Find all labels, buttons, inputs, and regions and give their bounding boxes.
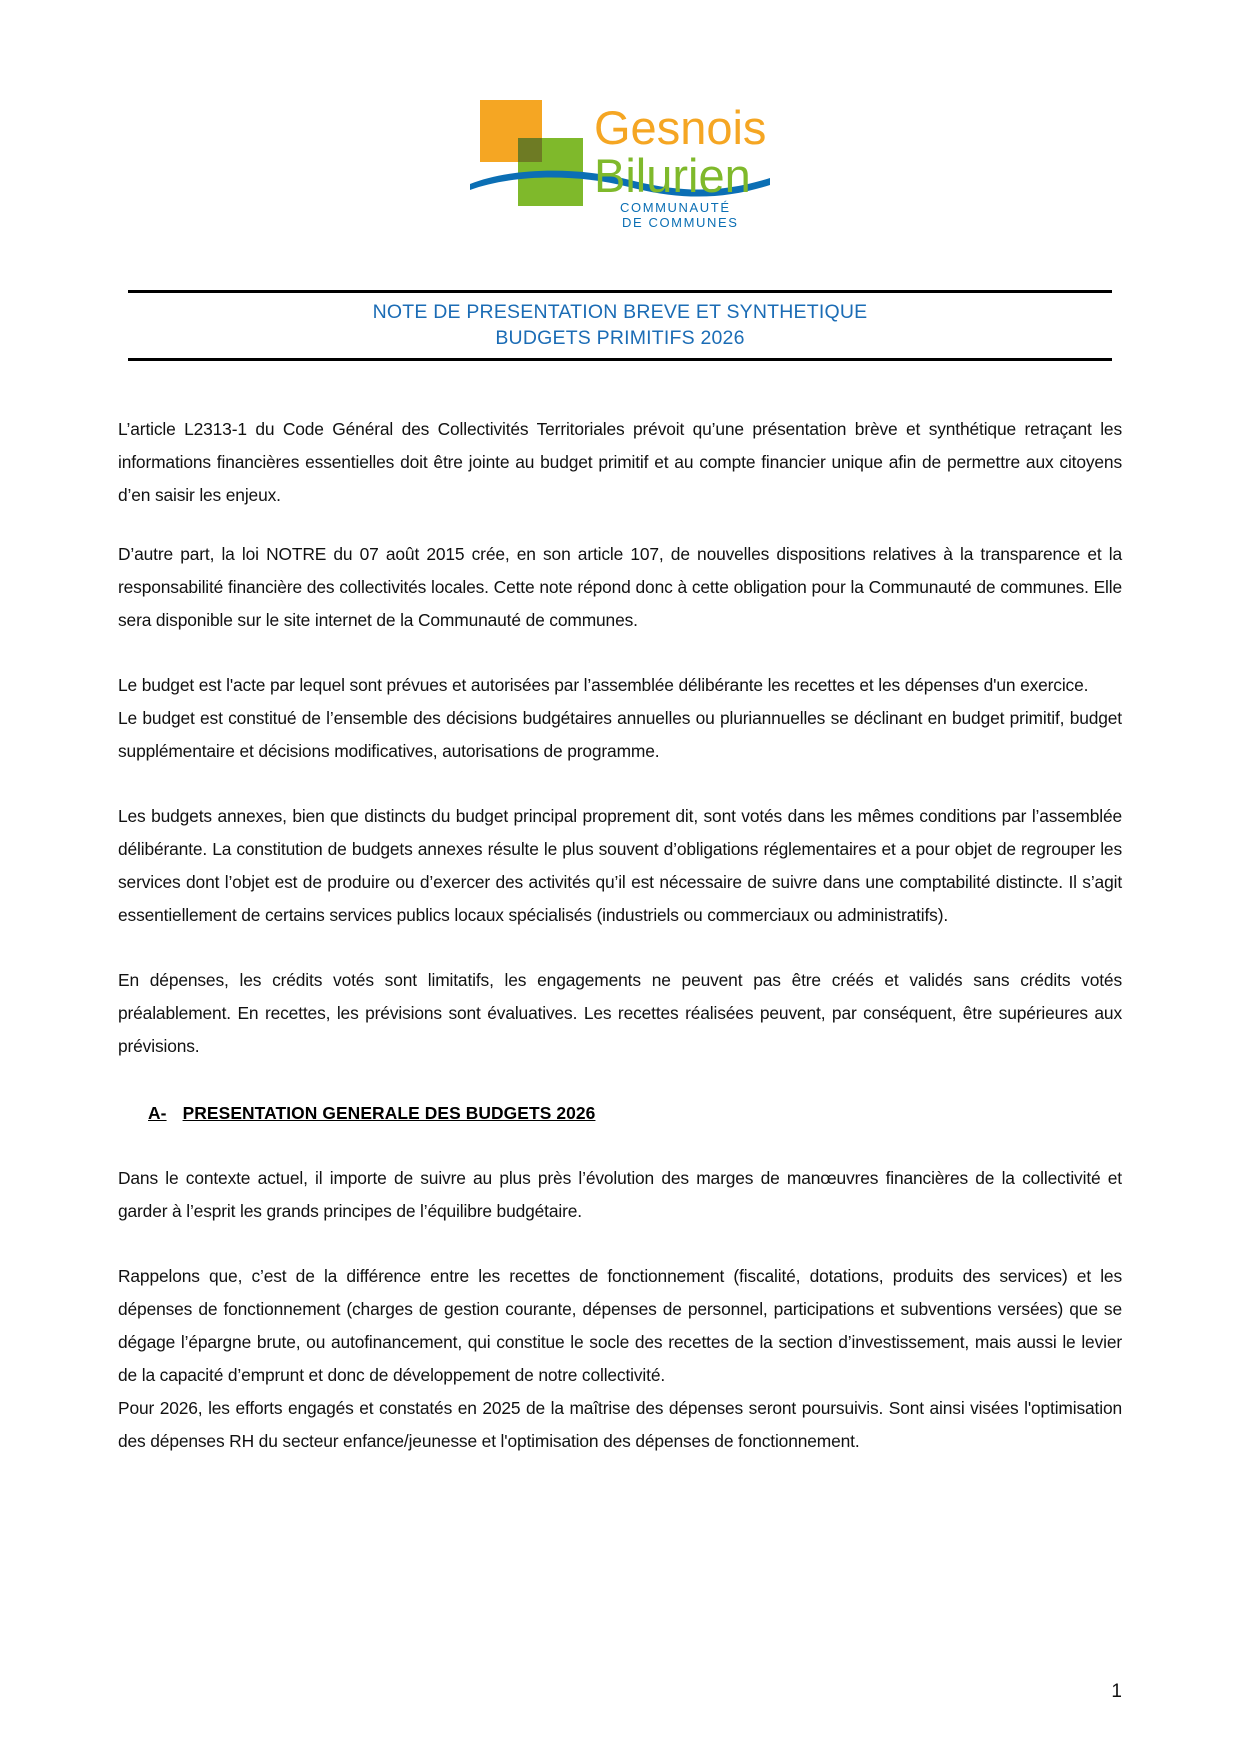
logo-graphic <box>470 88 770 248</box>
document-body <box>118 361 1122 1458</box>
document-title-block <box>128 290 1112 361</box>
logo-subtitle-line2: DE COMMUNES <box>622 215 739 230</box>
section-heading-a <box>118 1103 1122 1124</box>
page-number: 1 <box>1111 1681 1122 1702</box>
paragraph-current-context: Dans le contexte actuel, il importe de suivre au plus près l’évolution des marges de manœuvres financières de la collectivité et garder à l’esprit les grands principes de l’équilibre budgétaire. <box>118 1168 1122 1221</box>
gesnois-bilurien-logo <box>470 88 770 248</box>
document-title-line-1: NOTE DE PRESENTATION BREVE ET SYNTHETIQUE <box>372 301 868 323</box>
section-letter: A- <box>148 1103 167 1123</box>
document-title-line-2: BUDGETS PRIMITIFS 2026 <box>495 327 745 349</box>
paragraph-2026-efforts: Pour 2026, les efforts engagés et constatés en 2025 de la maîtrise des dépenses seront poursuivis. Sont ainsi visées l'optimisation des dépenses RH du secteur enfance/jeunesse et l'optimisation des dépenses de fonctionnement. <box>118 1398 1122 1451</box>
paragraph-expenditure-credits: En dépenses, les crédits votés sont limitatifs, les engagements ne peuvent pas être créés et validés sans crédits votés préalablement. En recettes, les prévisions sont évaluatives. Les recettes réalisées peuvent, par conséquent, être supérieures aux prévisions. <box>118 970 1122 1056</box>
paragraph-budget-composition: Le budget est constitué de l’ensemble des décisions budgétaires annuelles ou pluriannuelles se déclinant en budget primitif, budget supplémentaire et décisions modificatives, autorisations de programme. <box>118 708 1122 761</box>
section-title: PRESENTATION GENERALE DES BUDGETS 2026 <box>182 1103 596 1123</box>
logo-subtitle-line1: COMMUNAUTÉ <box>620 200 731 215</box>
paragraph-annexed-budgets: Les budgets annexes, bien que distincts du budget principal proprement dit, sont votés dans les mêmes conditions par l’assemblée délibérante. La constitution de budgets annexes résulte le plus souvent d’obligations réglementaires et a pour objet de regrouper les services dont l’objet est de produire ou d’exercer des activités qu’il est nécessaire de suivre dans une comptabilité distincte. Il s’agit essentiellement de certains services publics locaux spécialisés (industriels ou commerciaux ou administratifs). <box>118 806 1122 925</box>
paragraph-legal-basis: L’article L2313-1 du Code Général des Collectivités Territoriales prévoit qu’une présentation brève et synthétique retraçant les informations financières essentielles doit être jointe au budget primitif et au compte financier unique afin de permettre aux citoyens d’en saisir les enjeux. <box>118 419 1122 505</box>
logo-name-line1: Gesnois <box>594 101 767 154</box>
paragraph-budget-definition: Le budget est l'acte par lequel sont prévues et autorisées par l’assemblée délibérante les recettes et les dépenses d'un exercice. <box>118 675 1089 695</box>
logo-block <box>0 0 1240 248</box>
olive-overlap-icon <box>518 138 542 162</box>
paragraph-notre-law: D’autre part, la loi NOTRE du 07 août 2015 crée, en son article 107, de nouvelles dispositions relatives à la transparence et la responsabilité financière des collectivités locales. Cette note répond donc à cette obligation pour la Communauté de communes. Elle sera disponible sur le site internet de la Communauté de communes. <box>118 544 1122 630</box>
paragraph-savings-explanation: Rappelons que, c’est de la différence entre les recettes de fonctionnement (fiscalité, dotations, produits des services) et les dépenses de fonctionnement (charges de gestion courante, dépenses de personnel, participations et subventions versées) que se dégage l’épargne brute, ou autofinancement, qui constitue le socle des recettes de la section d’investissement, mais aussi le levier de la capacité d’emprunt et donc de développement de notre collectivité. <box>118 1266 1122 1385</box>
logo-name-line2: Bilurien <box>594 149 751 202</box>
